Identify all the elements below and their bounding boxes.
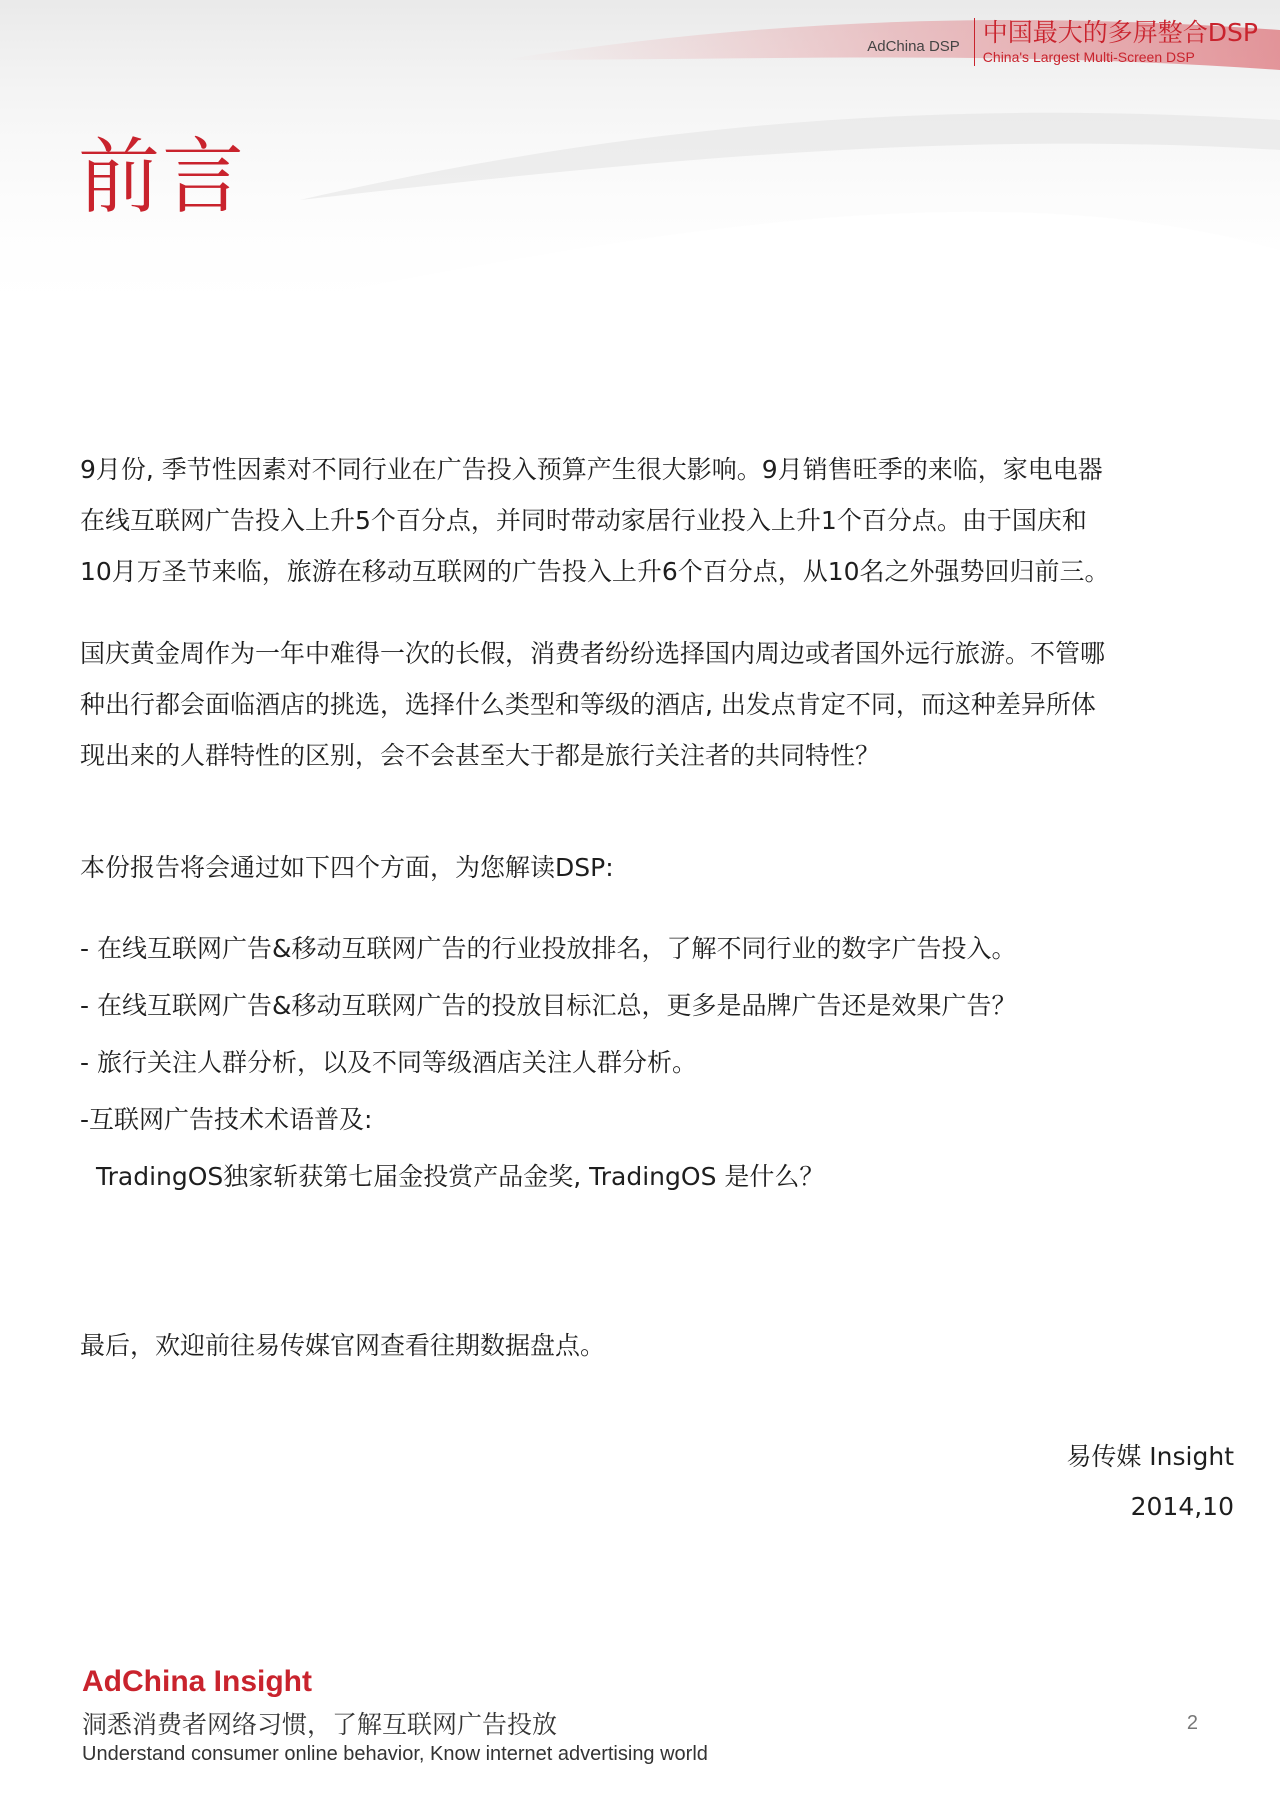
- closing-line: 最后，欢迎前往易传媒官网查看往期数据盘点。: [80, 1331, 606, 1360]
- page-number: 2: [1186, 1712, 1198, 1734]
- list-item: -互联网广告技术术语普及:: [80, 1105, 373, 1134]
- footer-slogan-en: Understand consumer online behavior, Know internet advertising world: [82, 1743, 708, 1765]
- paragraph-1-line: 9月份, 季节性因素对不同行业在广告投入预算产生很大影响。9月销售旺季的来临，家电电器: [80, 455, 1103, 484]
- paragraph-2-line: 国庆黄金周作为一年中难得一次的长假，消费者纷纷选择国内周边或者国外远行旅游。不管哪: [80, 639, 1106, 668]
- paragraph-1-line: 10月万圣节来临，旅游在移动互联网的广告投入上升6个百分点，从10名之外强势回归前三。: [80, 557, 1110, 586]
- logo-tagline-block: [983, 18, 1258, 66]
- signature-date: 2014,10: [1130, 1492, 1234, 1521]
- paragraph-1-line: 在线互联网广告投入上升5个百分点，并同时带动家居行业投入上升1个百分点。由于国庆和: [80, 506, 1087, 535]
- list-item: TradingOS独家斩获第七届金投赏产品金奖, TradingOS 是什么？: [96, 1162, 825, 1191]
- paragraph-2-line: 种出行都会面临酒店的挑选，选择什么类型和等级的酒店, 出发点肯定不同，而这种差异所体: [80, 690, 1096, 719]
- adchina-dsp-label: AdChina DSP: [867, 37, 960, 55]
- footer-slogan-cn: 洞悉消费者网络习惯，了解互联网广告投放: [82, 1710, 558, 1739]
- paragraph-2: [80, 628, 1230, 781]
- aspects-list: [80, 920, 1016, 1205]
- logo-divider: [974, 18, 975, 66]
- logo-tagline-cn: 中国最大的多屏整合DSP: [982, 18, 1258, 47]
- signature: [834, 1432, 1234, 1532]
- paragraph-1: [80, 444, 1230, 597]
- signature-author: 易传媒 Insight: [1066, 1442, 1234, 1471]
- logo-tagline-en: China's Largest Multi-Screen DSP: [982, 49, 1195, 65]
- footer-brand: AdChina Insight: [82, 1665, 312, 1698]
- intro-line: 本份报告将会通过如下四个方面，为您解读DSP:: [80, 853, 614, 882]
- paragraph-2-line: 现出来的人群特性的区别，会不会甚至大于都是旅行关注者的共同特性？: [80, 741, 881, 770]
- list-item: - 在线互联网广告&移动互联网广告的投放目标汇总，更多是品牌广告还是效果广告？: [80, 991, 1017, 1020]
- page-title: 前言: [78, 130, 247, 225]
- header-logo: [867, 18, 1258, 66]
- list-item: - 在线互联网广告&移动互联网广告的行业投放排名，了解不同行业的数字广告投入。: [80, 934, 1017, 963]
- list-item: - 旅行关注人群分析，以及不同等级酒店关注人群分析。: [80, 1048, 697, 1077]
